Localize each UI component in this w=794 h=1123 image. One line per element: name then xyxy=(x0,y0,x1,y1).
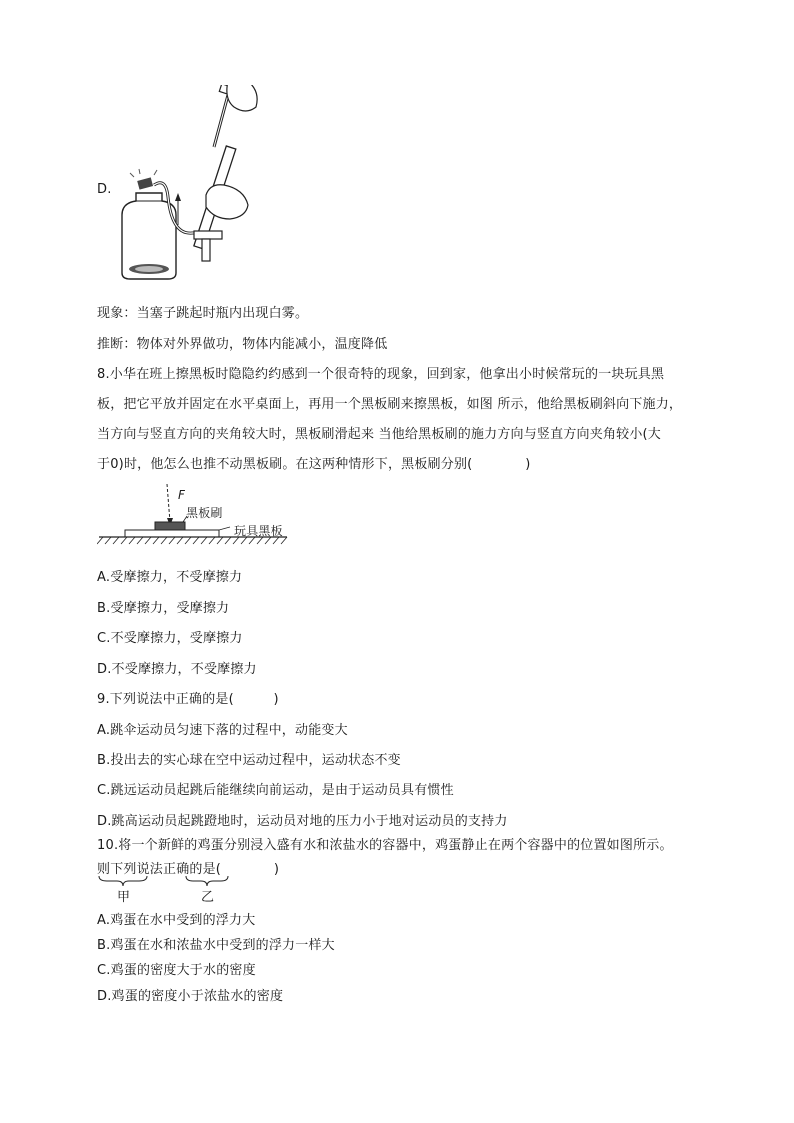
q10-stem-line-1: 10.将一个新鲜的鸡蛋分别浸入盛有水和浓盐水的容器中，鸡蛋静止在两个容器中的位置如图所示。 xyxy=(97,838,673,853)
q8-stem-line-3: 当方向与竖直方向的夹角较大时，黑板刷滑起来 当他给黑板刷的施力方向与竖直方向夹角较小(大 xyxy=(97,427,662,442)
q10-option-d: D.鸡蛋的密度小于浓盐水的密度 xyxy=(97,989,284,1004)
q7-phenomenon: 现象：当塞子跳起时瓶内出现白雾。 xyxy=(97,306,309,321)
q8-stem-line-2: 板，把它平放并固定在水平桌面上，再用一个黑板刷来擦黑板，如图 所示，他给黑板刷斜向下施力， xyxy=(97,397,683,412)
q8-stem-line-1: 8.小华在班上擦黑板时隐隐约约感到一个很奇特的现象，回到家，他拿出小时候常玩的一块玩具黑 xyxy=(97,367,665,382)
q10-option-b: B.鸡蛋在水和浓盐水中受到的浮力一样大 xyxy=(97,938,335,953)
q8-option-c: C.不受摩擦力，受摩擦力 xyxy=(97,631,243,646)
q10-stem-line-2: 则下列说法正确的是( ) xyxy=(97,862,280,877)
q7-option-label: D. xyxy=(97,182,112,197)
q9-option-d: D.跳高运动员起跳蹬地时，运动员对地的压力小于地对运动员的支持力 xyxy=(97,814,508,829)
q7-inference: 推断：物体对外界做功，物体内能减小，温度降低 xyxy=(97,337,388,352)
brace-label-yi: 乙 xyxy=(201,890,215,905)
pump-bottle-figure xyxy=(110,85,290,285)
q9-option-a: A.跳伞运动员匀速下落的过程中，动能变大 xyxy=(97,723,348,738)
brace-label-jia: 甲 xyxy=(117,890,131,905)
q9-option-c: C.跳远运动员起跳后能继续向前运动，是由于运动员具有惯性 xyxy=(97,783,454,798)
brush-label: 黑板刷 xyxy=(186,506,223,520)
q8-stem-line-4: 于0)时，他怎么也推不动黑板刷。在这两种情形下，黑板刷分别( ) xyxy=(97,457,531,472)
q9-option-b: B.投出去的实心球在空中运动过程中，运动状态不变 xyxy=(97,753,401,768)
q8-option-d: D.不受摩擦力，不受摩擦力 xyxy=(97,662,257,677)
q10-option-c: C.鸡蛋的密度大于水的密度 xyxy=(97,963,256,978)
q8-option-b: B.受摩擦力，受摩擦力 xyxy=(97,601,230,616)
q8-option-a: A.受摩擦力，不受摩擦力 xyxy=(97,570,243,585)
board-label: 玩具黑板 xyxy=(234,524,283,538)
q10-option-a: A.鸡蛋在水中受到的浮力大 xyxy=(97,913,256,928)
force-label: F xyxy=(178,488,186,502)
q9-stem: 9.下列说法中正确的是( ) xyxy=(97,692,279,707)
